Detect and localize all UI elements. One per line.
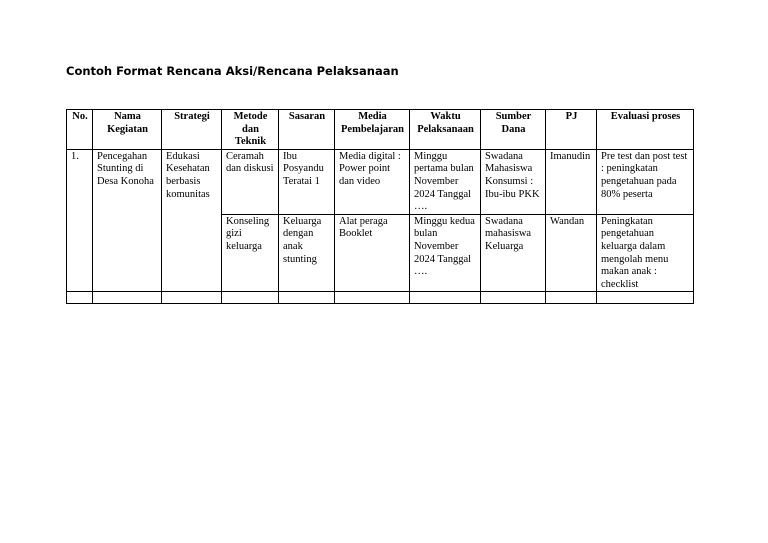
empty-cell <box>279 292 335 304</box>
empty-table-row <box>67 292 694 304</box>
cell-sumber-dana: Swadana Mahasiswa Konsumsi : Ibu-ibu PKK <box>481 149 546 214</box>
cell-media: Media digital : Power point dan video <box>335 149 410 214</box>
header-sasaran: Sasaran <box>279 110 335 150</box>
table-row <box>67 149 694 214</box>
document-title: Contoh Format Rencana Aksi/Rencana Pelaksanaan <box>66 64 399 78</box>
cell-pj: Imanudin <box>546 149 597 214</box>
cell-sasaran: Keluarga dengan anak stunting <box>279 214 335 292</box>
cell-metode: Konseling gizi keluarga <box>222 214 279 292</box>
header-no: No. <box>67 110 93 150</box>
cell-sumber-dana: Swadana mahasiswa Keluarga <box>481 214 546 292</box>
cell-waktu: Minggu kedua bulan November 2024 Tanggal …. <box>410 214 481 292</box>
header-metode-teknik: Metode dan Teknik <box>222 110 279 150</box>
empty-cell <box>162 292 222 304</box>
table-header-row <box>67 110 694 150</box>
empty-cell <box>481 292 546 304</box>
empty-cell <box>597 292 694 304</box>
empty-cell <box>335 292 410 304</box>
cell-nama-kegiatan: Pencegahan Stunting di Desa Konoha <box>93 149 162 292</box>
cell-metode: Ceramah dan diskusi <box>222 149 279 214</box>
cell-pj: Wandan <box>546 214 597 292</box>
cell-evaluasi: Pre test dan post test : peningkatan pengetahuan pada 80% peserta <box>597 149 694 214</box>
header-waktu-pelaksanaan: Waktu Pelaksanaan <box>410 110 481 150</box>
cell-sasaran: Ibu Posyandu Teratai 1 <box>279 149 335 214</box>
empty-cell <box>222 292 279 304</box>
header-evaluasi-proses: Evaluasi proses <box>597 110 694 150</box>
header-sumber-dana: Sumber Dana <box>481 110 546 150</box>
action-plan-table <box>66 109 694 304</box>
cell-waktu: Minggu pertama bulan November 2024 Tanggal …. <box>410 149 481 214</box>
cell-media: Alat peraga Booklet <box>335 214 410 292</box>
header-strategi: Strategi <box>162 110 222 150</box>
empty-cell <box>546 292 597 304</box>
empty-cell <box>67 292 93 304</box>
empty-cell <box>93 292 162 304</box>
cell-evaluasi: Peningkatan pengetahuan keluarga dalam mengolah menu makan anak : checklist <box>597 214 694 292</box>
cell-strategi: Edukasi Kesehatan berbasis komunitas <box>162 149 222 292</box>
header-pj: PJ <box>546 110 597 150</box>
cell-no: 1. <box>67 149 93 292</box>
header-nama-kegiatan: Nama Kegiatan <box>93 110 162 150</box>
header-media-pembelajaran: Media Pembelajaran <box>335 110 410 150</box>
empty-cell <box>410 292 481 304</box>
